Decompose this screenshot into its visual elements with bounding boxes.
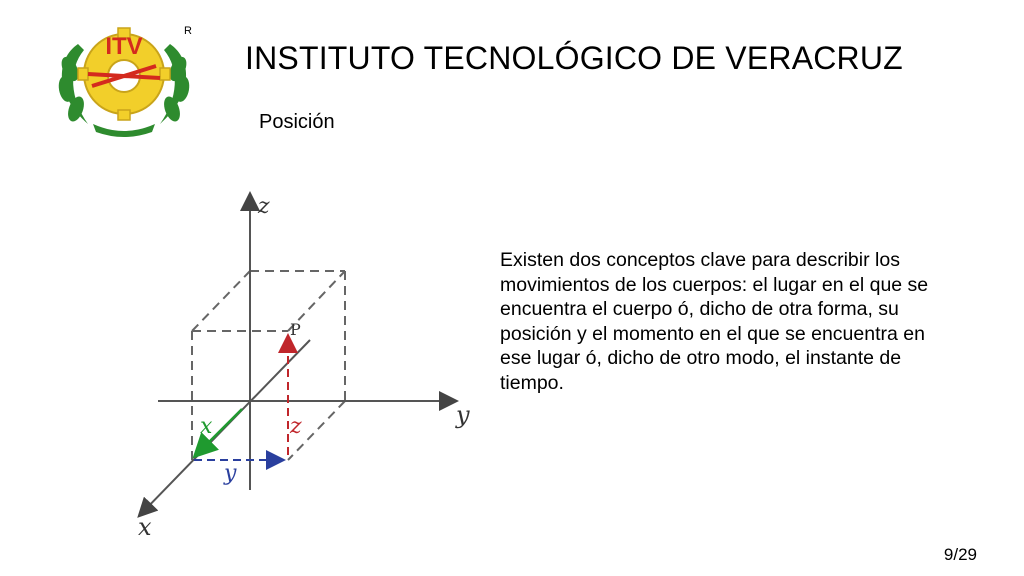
section-subtitle: Posición [259, 111, 335, 133]
position-diagram [120, 185, 490, 545]
x-component-label: x [200, 414, 213, 439]
z-axis-label: z [258, 194, 270, 219]
body-paragraph: Existen dos conceptos clave para describir los movimientos de los cuerpos: el lugar en el que se encuentra el cuerpo ó, dicho de otra forma, su posición y el momento en el que se encuentra en ese lugar ó, dicho de otro modo, el instante de tiempo. [500, 249, 929, 394]
logo-lettering: ITV [105, 33, 143, 60]
y-axis-label: y [456, 401, 470, 429]
dashed-box [192, 271, 345, 460]
z-component-label: z [290, 414, 302, 439]
page-title: INSTITUTO TECNOLÓGICO DE VERACRUZ [245, 40, 903, 76]
point-label: P [290, 320, 301, 339]
y-component-label: y [224, 461, 237, 486]
itv-logo [48, 14, 200, 138]
x-axis-label: x [138, 513, 152, 541]
registered-mark: R [184, 25, 192, 37]
page-number: 9/29 [943, 545, 977, 564]
axes [140, 195, 455, 515]
